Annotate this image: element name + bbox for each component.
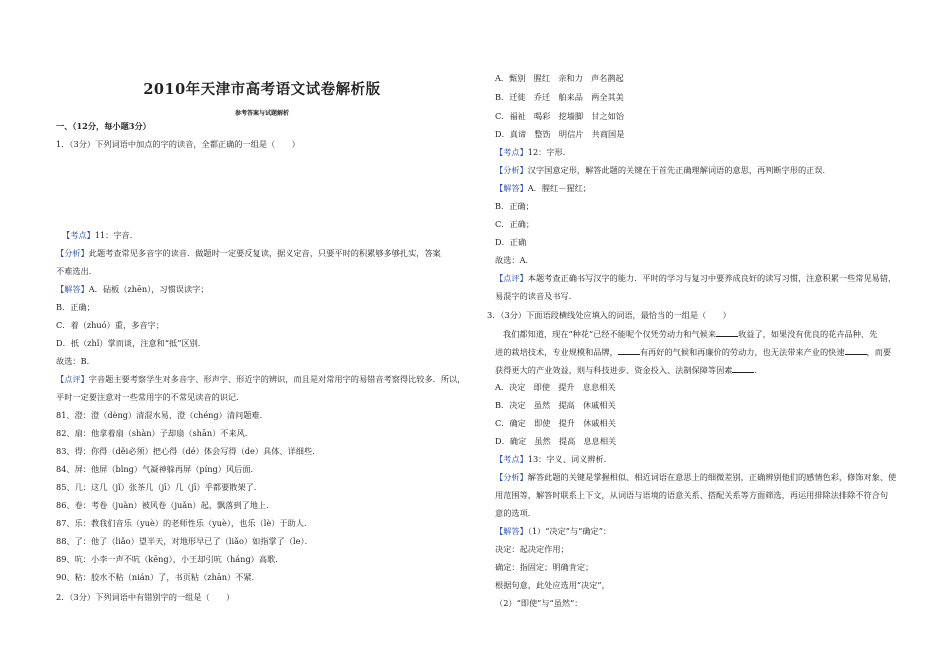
blank-2 bbox=[618, 346, 640, 355]
q1-dianping bbox=[56, 374, 468, 385]
kaodian-tag: 【考点】 bbox=[62, 230, 95, 240]
q2-jieda-text: A．腥红－猩红； bbox=[527, 183, 591, 193]
kaodian-tag: 【考点】 bbox=[495, 147, 528, 157]
page-title: 2010年天津市高考语文试卷解析版 bbox=[143, 81, 381, 98]
q3-line-1: 决定：起决定作用； bbox=[495, 544, 569, 554]
q1-fenxi-2: 不难选出． bbox=[56, 266, 97, 276]
blank-1 bbox=[716, 328, 738, 337]
page-subtitle: 参考答案与试题解析 bbox=[234, 110, 289, 117]
note-90: 90、粘：胶水不粘（nián）了，书页粘（zhān）不紧． bbox=[56, 572, 260, 582]
q2-jieda bbox=[495, 183, 907, 194]
q1-c-note: C．着（zhuó）重，多音字； bbox=[56, 320, 164, 330]
q1-fenxi-text: 此题考查常见多音字的读音．做题时一定要反复读，据义定音，只要平时的积累够多够扎实，答案 bbox=[88, 248, 441, 258]
left-column bbox=[56, 0, 468, 671]
q1-kaodian-text: 11：字音． bbox=[94, 230, 138, 240]
q1-dianping-text: 字音题主要考察学生对多音字、形声字、形近字的辨识，而且是对常用字的易错音考察得比较多．所以， bbox=[88, 374, 466, 384]
q3-passage-3a: 获得更大的产业效益，则与科技进步、资金投入、法制保障等因素 bbox=[495, 365, 733, 375]
q3-passage-2 bbox=[495, 346, 907, 358]
q3-passage-1a: 我们都知道，现在“种花”已经不能呢个仅凭劳动力和气候来 bbox=[503, 329, 717, 339]
note-86: 86、卷：考卷（juàn）被风卷（juǎn）起，飘落到了地上． bbox=[56, 500, 275, 510]
q1-jieda bbox=[56, 284, 468, 295]
blank-4 bbox=[732, 364, 754, 373]
right-column bbox=[487, 0, 907, 671]
q2-kaodian bbox=[495, 147, 907, 158]
q3-passage-2a: 进的栽培技术，专业规模和品牌， bbox=[495, 347, 618, 357]
jieda-tag: 【解答】 bbox=[495, 526, 528, 536]
q3-passage-1b: 收益了，如果没有优良的花卉品种、先 bbox=[738, 329, 878, 339]
q1-answer: 故选：B． bbox=[56, 356, 95, 366]
q1-jieda-text: A．砧板（zhēn），习惯误读字； bbox=[88, 284, 209, 294]
q3-passage-2b: 有再好的气候和再廉价的劳动力，也无法带来产业的快速 bbox=[639, 347, 845, 357]
q2-dianping-text: 本题考查正确书写汉字的能力．平时的学习与复习中要养成良好的读写习惯，注意积累一些常见易错， bbox=[527, 273, 897, 283]
q2-answer: 故选：A． bbox=[495, 255, 534, 265]
q2-b-note: B．正确； bbox=[495, 201, 534, 211]
q3-passage-3 bbox=[495, 364, 907, 376]
kaodian-tag: 【考点】 bbox=[495, 454, 528, 464]
q3-kaodian-text: 13：字义、词义辨析． bbox=[527, 454, 612, 464]
note-81: 81、澄：澄（dèng）清混水易，澄（chéng）清问题难． bbox=[56, 410, 268, 420]
q2-c-note: C．正确； bbox=[495, 219, 535, 229]
blank-3 bbox=[845, 346, 867, 355]
fenxi-tag: 【分析】 bbox=[495, 165, 528, 175]
q2-kaodian-text: 12：字形． bbox=[527, 147, 571, 157]
note-82: 82、扇：他拿着扇（shàn）子却扇（shān）不来风． bbox=[56, 428, 254, 438]
q3-fenxi bbox=[495, 472, 907, 483]
fenxi-tag: 【分析】 bbox=[56, 248, 89, 258]
q2-option-d: D．真谛 整饬 明信片 共商国是 bbox=[495, 129, 625, 139]
note-83: 83、得：你得（děi必须）把心得（dé）体会写得（de）具体、详细些． bbox=[56, 446, 321, 456]
q3-option-d: D．确定 虽然 提高 息息相关 bbox=[495, 436, 617, 446]
q3-passage-3b: ． bbox=[754, 365, 763, 375]
q3-line-3: 根据句意，此处应选用“决定”， bbox=[495, 580, 610, 590]
q3-line-4: （2）“即使”与“虽然”： bbox=[495, 598, 583, 608]
q2-option-c: C．福祉 喝彩 挖墙脚 甘之如饴 bbox=[495, 111, 625, 121]
q2-dianping-2: 易混字的读音及书写． bbox=[495, 291, 577, 301]
q1-stem: 1．（3分）下列词语中加点的字的读音，全都正确的一组是（ ） bbox=[56, 139, 300, 149]
dianping-tag: 【点评】 bbox=[56, 374, 89, 384]
q3-line-2: 确定：指固定；明确肯定； bbox=[495, 562, 594, 572]
q2-dianping bbox=[495, 273, 907, 284]
q2-fenxi bbox=[495, 165, 907, 176]
q3-fenxi-text: 解答此题的关键是掌握相似、相近词语在意思上的细微差别，正确辨别他们的感情色彩，修饰对象、使 bbox=[527, 472, 897, 482]
q3-option-c: C．确定 即使 提升 休戚相关 bbox=[495, 418, 616, 428]
q3-stem: 3．（3分）下面语段横线处应填入的词语，最恰当的一组是（ ） bbox=[487, 310, 731, 320]
note-88: 88、了：他了（liǎo）望半天，对地形早已了（liǎo）如指掌了（le）． bbox=[56, 536, 313, 546]
note-84: 84、屏：他屏（bǐng）气凝神躲再屏（píng）风后面． bbox=[56, 464, 259, 474]
q3-fenxi-3: 意的选项． bbox=[495, 508, 536, 518]
q1-d-note: D．扺（zhǐ）掌而谈，注意和“抵”区别． bbox=[56, 338, 206, 348]
note-89: 89、吭：小李一声不吭（kēng），小王却引吭（háng）高歌． bbox=[56, 554, 284, 564]
note-87: 87、乐：教我们音乐（yuè）的老师性乐（yuè），也乐（lè）于助人． bbox=[56, 518, 313, 528]
q1-fenxi bbox=[56, 248, 468, 259]
q3-option-a: A．决定 即使 提升 息息相关 bbox=[495, 382, 616, 392]
fenxi-tag: 【分析】 bbox=[495, 472, 528, 482]
q2-option-b: B．迁徙 乔迁 舶来品 两全其美 bbox=[495, 92, 624, 102]
q2-d-note: D．正确 bbox=[495, 237, 527, 247]
note-85: 85、几：这几（jǐ）张茶几（jī）几（jī）乎都要散架了． bbox=[56, 482, 263, 492]
q3-passage-1 bbox=[503, 328, 907, 340]
q3-jieda bbox=[495, 526, 907, 537]
section-heading: 一、（12分，每小题3分） bbox=[56, 121, 151, 131]
q3-option-b: B．决定 虽然 提高 休戚相关 bbox=[495, 400, 616, 410]
q3-jieda-text: （1）“决定”与“确定”： bbox=[527, 526, 612, 536]
jieda-tag: 【解答】 bbox=[56, 284, 89, 294]
q1-b-note: B．正确； bbox=[56, 302, 95, 312]
dianping-tag: 【点评】 bbox=[495, 273, 528, 283]
q3-fenxi-2: 用范围等，解答时联系上下文，从词语与语境的语意关系、搭配关系等方面筛选，再运用排除法排除不符合句 bbox=[495, 490, 889, 500]
q3-passage-2c: ，而要 bbox=[866, 347, 892, 357]
q3-kaodian bbox=[495, 454, 907, 465]
q1-kaodian bbox=[62, 230, 468, 241]
jieda-tag: 【解答】 bbox=[495, 183, 528, 193]
q2-fenxi-text: 汉字国意定形，解答此题的关键在于首先正确理解词语的意思，再判断字形的正误． bbox=[527, 165, 831, 175]
q1-dianping-2: 平时一定要注意对一些常用字的不常见读音的识记． bbox=[56, 392, 245, 402]
q2-option-a: A．甄别 腥红 亲和力 声名鹊起 bbox=[495, 73, 624, 83]
q2-stem: 2．（3分）下列词语中有错别字的一组是（ ） bbox=[56, 592, 235, 602]
